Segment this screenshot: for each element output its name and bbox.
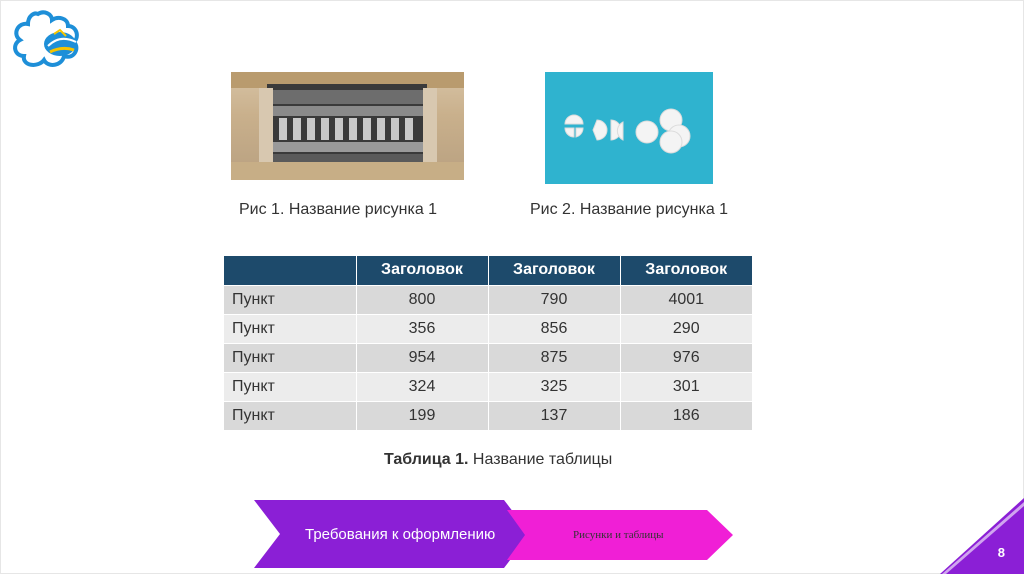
table-cell: 301 bbox=[620, 372, 752, 401]
figure-1-caption: Рис 1. Название рисунка 1 bbox=[239, 201, 438, 218]
breadcrumb-step-2-label[interactable]: Рисунки и таблицы bbox=[573, 529, 664, 541]
table-row bbox=[224, 285, 752, 314]
table-header-cell: Заголовок bbox=[620, 256, 752, 285]
table-row bbox=[224, 401, 752, 430]
table-row bbox=[224, 314, 752, 343]
table-cell: Пункт bbox=[224, 401, 356, 430]
breadcrumb-step-1-label[interactable]: Требования к оформлению bbox=[305, 526, 496, 543]
table-cell: Пункт bbox=[224, 343, 356, 372]
data-table bbox=[224, 256, 752, 430]
table-cell: 875 bbox=[488, 343, 620, 372]
table-cell: 199 bbox=[356, 401, 488, 430]
table-cell: 324 bbox=[356, 372, 488, 401]
table-cell: 137 bbox=[488, 401, 620, 430]
table-cell: 856 bbox=[488, 314, 620, 343]
table-cell: 356 bbox=[356, 314, 488, 343]
table-row bbox=[224, 372, 752, 401]
table-caption bbox=[384, 451, 612, 469]
corner-decoration bbox=[940, 498, 1024, 574]
table-header-cell: Заголовок bbox=[356, 256, 488, 285]
table-cell: 186 bbox=[620, 401, 752, 430]
table-cell: Пункт bbox=[224, 372, 356, 401]
page-number: 8 bbox=[997, 545, 1005, 560]
table-cell: 325 bbox=[488, 372, 620, 401]
table-caption-text: Название таблицы bbox=[468, 451, 613, 468]
table-cell: 976 bbox=[620, 343, 752, 372]
table-cell: 800 bbox=[356, 285, 488, 314]
table-row bbox=[224, 343, 752, 372]
table-header-cell: Заголовок bbox=[488, 256, 620, 285]
table-cell: Пункт bbox=[224, 314, 356, 343]
figure-2-caption: Рис 2. Название рисунка 1 bbox=[530, 201, 729, 218]
table-cell: Пункт bbox=[224, 285, 356, 314]
table-caption-label: Таблица 1. bbox=[384, 451, 469, 468]
table-cell: 790 bbox=[488, 285, 620, 314]
figure-2-image bbox=[545, 72, 713, 184]
table-cell: 290 bbox=[620, 314, 752, 343]
table-cell: 4001 bbox=[620, 285, 752, 314]
table-header-row bbox=[224, 256, 752, 285]
figure-1-image bbox=[231, 72, 464, 180]
table-header-cell bbox=[224, 256, 356, 285]
table-cell: 954 bbox=[356, 343, 488, 372]
logo-icon bbox=[8, 8, 86, 72]
